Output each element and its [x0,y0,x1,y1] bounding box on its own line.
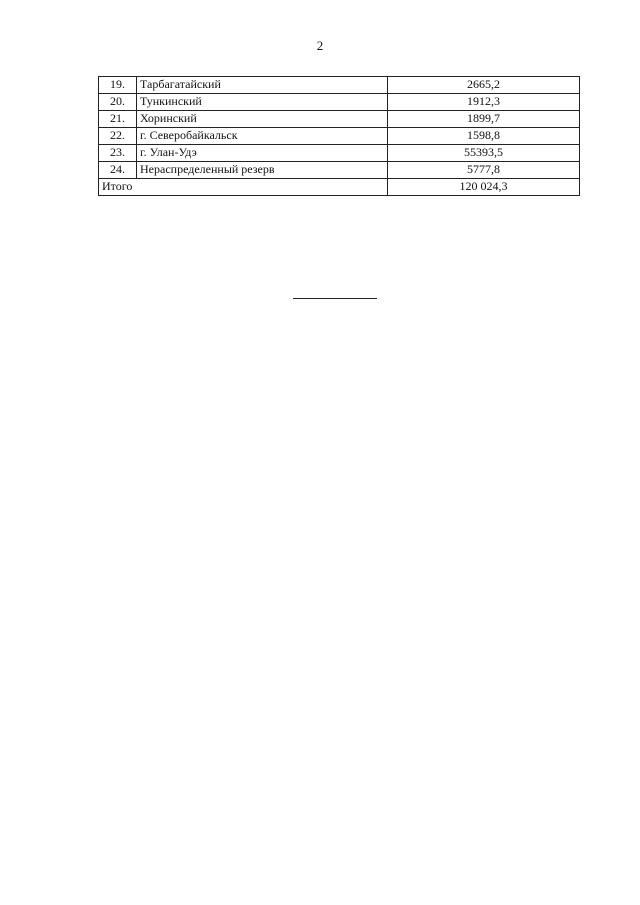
amount-value: 1912,3 [388,94,580,111]
row-number: 20. [99,94,137,111]
amount-value: 2665,2 [388,77,580,94]
amount-value: 55393,5 [388,145,580,162]
district-name: г. Северобайкальск [137,128,388,145]
district-name: Нераспределенный резерв [137,162,388,179]
page-number: 2 [316,38,324,53]
amount-value: 5777,8 [388,162,580,179]
total-label: Итого [99,179,388,196]
district-name: Тарбагатайский [137,77,388,94]
row-number: 22. [99,128,137,145]
district-name: Тункинский [137,94,388,111]
table-row [99,128,580,145]
row-number: 23. [99,145,137,162]
amount-value: 1899,7 [388,111,580,128]
table-row [99,111,580,128]
table-row [99,77,580,94]
row-number: 21. [99,111,137,128]
allocation-table [98,76,580,196]
table-row [99,162,580,179]
district-name: Хоринский [137,111,388,128]
row-number: 19. [99,77,137,94]
total-row [99,179,580,196]
amount-value: 1598,8 [388,128,580,145]
district-name: г. Улан-Удэ [137,145,388,162]
row-number: 24. [99,162,137,179]
table-row [99,94,580,111]
table-row [99,145,580,162]
end-of-document-line [293,298,377,299]
total-value: 120 024,3 [388,179,580,196]
